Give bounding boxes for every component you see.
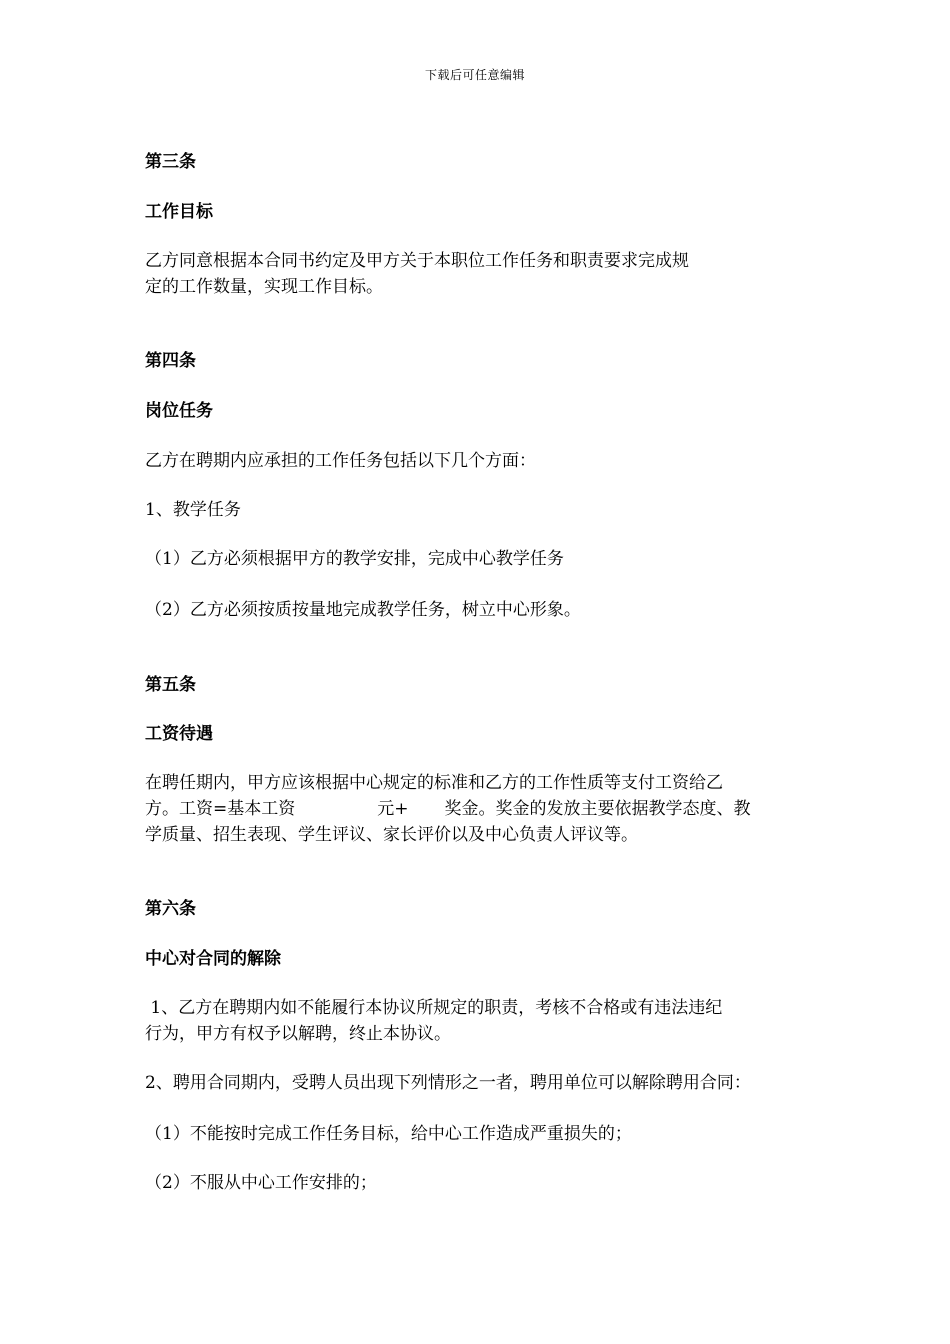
- article-4-number: 第四条: [145, 351, 196, 371]
- article-5-paragraph: [145, 770, 815, 848]
- article-3-paragraph: [145, 248, 815, 300]
- article-6-number: 第六条: [145, 899, 196, 919]
- article-5-number: 第五条: [145, 675, 196, 695]
- article-4-title: 岗位任务: [145, 401, 213, 421]
- article-4-sub-2: （2）乙方必须按质按量地完成教学任务，树立中心形象。: [145, 600, 581, 620]
- article-4-intro: 乙方在聘期内应承担的工作任务包括以下几个方面：: [145, 451, 536, 471]
- article-4-item-1: 1、教学任务: [145, 500, 241, 520]
- article-5-line-3: 学质量、招生表现、学生评议、家长评价以及中心负责人评议等。: [145, 825, 638, 845]
- article-3-line-2: 定的工作数量，实现工作目标。: [145, 277, 383, 297]
- article-6-item-1: [145, 995, 815, 1047]
- article-3-number: 第三条: [145, 152, 196, 172]
- article-4-sub-1: （1）乙方必须根据甲方的教学安排，完成中心教学任务: [145, 549, 564, 569]
- salary-base-label: 方。工资=基本工资: [145, 799, 296, 819]
- article-6-title: 中心对合同的解除: [145, 949, 281, 969]
- article-5-line-2: [145, 796, 815, 822]
- article-5-title: 工资待遇: [145, 724, 213, 744]
- article-3-line-1: 乙方同意根据本合同书约定及甲方关于本职位工作任务和职责要求完成规: [145, 251, 689, 271]
- salary-yuan-plus: 元+: [377, 799, 409, 819]
- article-6-sub-1: （1）不能按时完成工作任务目标，给中心工作造成严重损失的；: [145, 1124, 632, 1144]
- salary-bonus-text: 奖金。奖金的发放主要依据教学态度、教: [444, 799, 751, 819]
- article-6-item-1-line-1: 1、乙方在聘期内如不能履行本协议所规定的职责，考核不合格或有违法违纪: [145, 998, 723, 1018]
- article-3-title: 工作目标: [145, 202, 213, 222]
- article-5-line-1: 在聘任期内，甲方应该根据中心规定的标准和乙方的工作性质等支付工资给乙: [145, 773, 723, 793]
- article-6-item-1-line-2: 行为，甲方有权予以解聘，终止本协议。: [145, 1024, 451, 1044]
- article-6-sub-2: （2）不服从中心工作安排的；: [145, 1173, 377, 1193]
- page-header: 下载后可任意编辑: [424, 68, 525, 82]
- article-6-item-2: 2、聘用合同期内，受聘人员出现下列情形之一者，聘用单位可以解除聘用合同：: [145, 1073, 751, 1093]
